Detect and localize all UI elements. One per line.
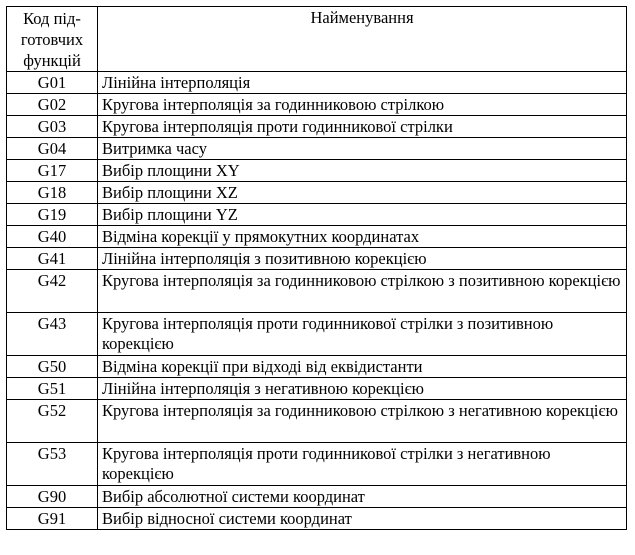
row-name: Лінійна інтерполяція <box>98 72 627 94</box>
row-code: G03 <box>7 116 98 138</box>
row-code: G04 <box>7 138 98 160</box>
table-header-row <box>7 7 627 72</box>
row-code: G01 <box>7 72 98 94</box>
row-code: G02 <box>7 94 98 116</box>
table-row <box>7 270 627 313</box>
row-code: G41 <box>7 248 98 270</box>
row-name: Кругова інтерполяція проти годинникової стрілки з позитивною корекцією <box>98 313 627 356</box>
row-code: G50 <box>7 356 98 378</box>
header-code <box>7 7 98 72</box>
table-row <box>7 508 627 530</box>
table-row <box>7 226 627 248</box>
row-name: Вибір площини XY <box>98 160 627 182</box>
table-row <box>7 486 627 508</box>
row-name: Кругова інтерполяція проти годинникової стрілки <box>98 116 627 138</box>
table-row <box>7 160 627 182</box>
row-code: G90 <box>7 486 98 508</box>
row-name: Відміна корекції при відході від еквідистанти <box>98 356 627 378</box>
table-row <box>7 138 627 160</box>
table-row <box>7 313 627 356</box>
row-name: Кругова інтерполяція за годинниковою стрілкою з негативною корекцією <box>98 400 627 443</box>
table-row <box>7 400 627 443</box>
table-row <box>7 378 627 400</box>
row-code: G43 <box>7 313 98 356</box>
row-name: Відміна корекції у прямокутних координатах <box>98 226 627 248</box>
row-name: Вибір відносної системи координат <box>98 508 627 530</box>
row-code: G53 <box>7 443 98 486</box>
table-row <box>7 94 627 116</box>
header-code-line-3: функцій <box>23 51 81 70</box>
table-row <box>7 443 627 486</box>
table-row <box>7 356 627 378</box>
row-name: Лінійна інтерполяція з позитивною корекцією <box>98 248 627 270</box>
row-code: G17 <box>7 160 98 182</box>
table-row <box>7 72 627 94</box>
row-code: G19 <box>7 204 98 226</box>
row-code: G51 <box>7 378 98 400</box>
table-row <box>7 204 627 226</box>
row-name: Вибір площини XZ <box>98 182 627 204</box>
row-name: Кругова інтерполяція за годинниковою стрілкою з позитивною корекцією <box>98 270 627 313</box>
g-codes-table <box>6 6 627 530</box>
row-code: G18 <box>7 182 98 204</box>
row-name: Витримка часу <box>98 138 627 160</box>
row-name: Кругова інтерполяція за годинниковою стрілкою <box>98 94 627 116</box>
table-row <box>7 248 627 270</box>
table-row <box>7 116 627 138</box>
row-code: G91 <box>7 508 98 530</box>
header-code-line-1: Код під- <box>23 9 81 28</box>
row-code: G40 <box>7 226 98 248</box>
table-row <box>7 182 627 204</box>
row-name: Лінійна інтерполяція з негативною корекцією <box>98 378 627 400</box>
row-name: Вибір абсолютної системи координат <box>98 486 627 508</box>
row-code: G42 <box>7 270 98 313</box>
row-name: Вибір площини YZ <box>98 204 627 226</box>
header-code-line-2: готовчих <box>20 30 84 49</box>
row-name: Кругова інтерполяція проти годинникової стрілки з негативною корекцією <box>98 443 627 486</box>
row-code: G52 <box>7 400 98 443</box>
header-name: Найменування <box>98 7 627 72</box>
